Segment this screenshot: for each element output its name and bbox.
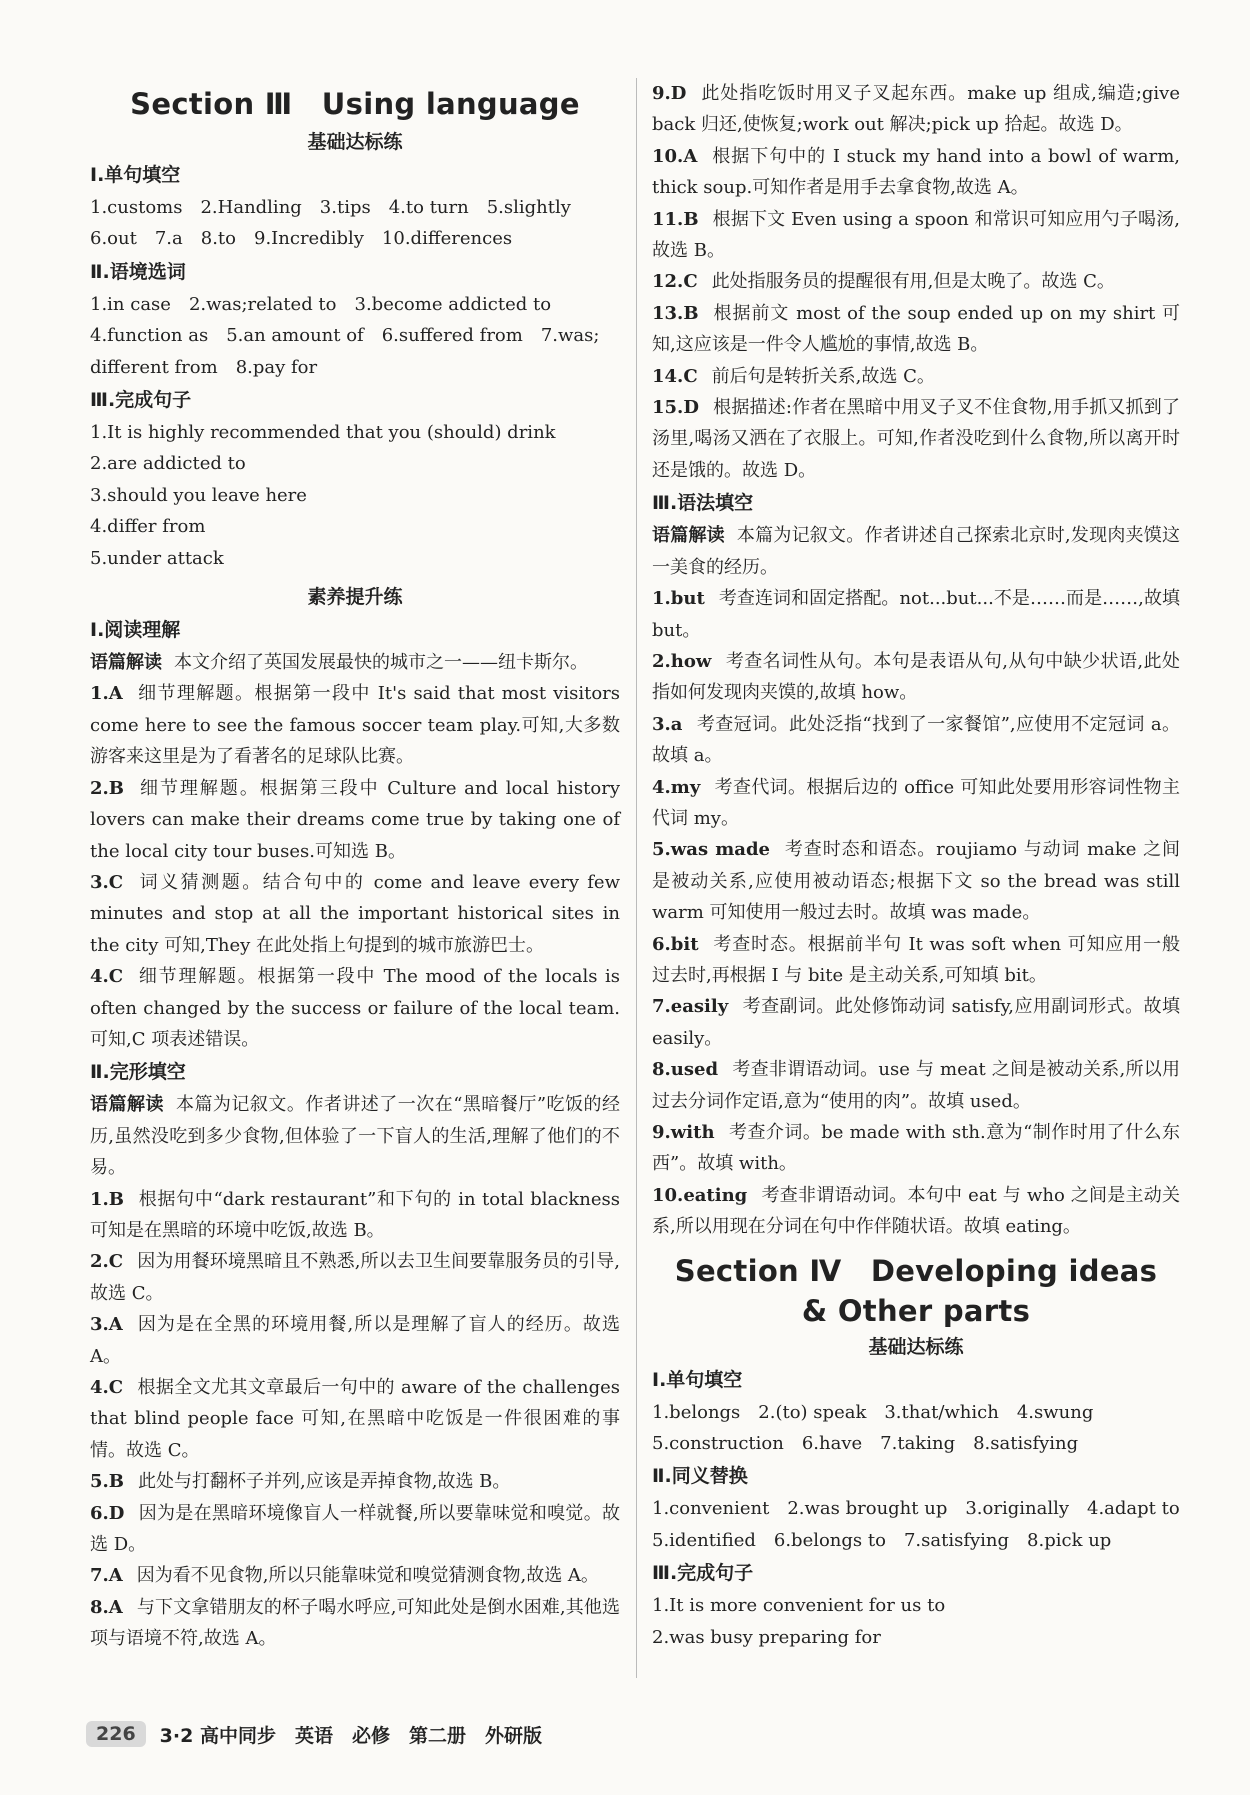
answer-item (652, 392, 1180, 486)
section-4-title: Section Ⅳ Developing ideas (674, 1253, 1158, 1288)
cloze-intro (90, 1089, 620, 1183)
answer-item (652, 1180, 1180, 1243)
answer-line: 1.convenient 2.was brought up 3.originally 4.adapt to (652, 1498, 1180, 1520)
intro-label: 语篇解读 (90, 1094, 164, 1116)
word-choice-heading: Ⅱ.语境选词 (90, 260, 186, 283)
answer-explanation: 考查时态和语态。roujiamo 与动词 make 之间是被动关系,应使用被动语态;根据下文 so the bread was still warm 可知使用一般过去时。故填 was made。 (652, 839, 1180, 924)
single-fill-heading-2: Ⅰ.单句填空 (652, 1368, 743, 1391)
answer-item (90, 773, 620, 867)
answer-item (652, 583, 1180, 646)
answer-line: 1.It is highly recommended that you (should) drink (90, 422, 556, 444)
answer-explanation: 根据全文尤其文章最后一句中的 aware of the challenges that blind people face 可知,在黑暗中吃饭是一件很困难的事情。故选 C。 (90, 1377, 620, 1461)
answer-line: 2.are addicted to (90, 453, 246, 475)
answer-explanation: 与下文拿错朋友的杯子喝水呼应,可知此处是倒水困难,其他选项与语境不符,故选 A。 (90, 1596, 620, 1650)
answer-explanation: 考查副词。此处修饰动词 satisfy,应用副词形式。故填 easily。 (652, 996, 1180, 1049)
intro-label: 语篇解读 (90, 652, 162, 674)
single-fill-heading: Ⅰ.单句填空 (90, 164, 181, 186)
answer-key: 9.with (652, 1122, 715, 1143)
section-4-title-cont: & Other parts (801, 1293, 1031, 1328)
answer-line: 6.out 7.a 8.to 9.Incredibly 10.differences (90, 228, 513, 250)
answer-item (652, 772, 1180, 835)
page-footer (86, 1717, 542, 1751)
right-column (652, 78, 1180, 1653)
answer-item (90, 961, 620, 1055)
answer-item (652, 141, 1180, 204)
answer-item (90, 867, 620, 961)
answer-key: 11.B (652, 208, 699, 230)
grammar-fill-heading: Ⅲ.语法填空 (652, 492, 754, 515)
answer-explanation: 考查名词性从句。本句是表语从句,从句中缺少状语,此处指如何发现肉夹馍的,故填 how。 (652, 650, 1180, 704)
answer-item (90, 1592, 620, 1655)
answer-explanation: 因为看不见食物,所以只能靠味觉和嗅觉猜测食物,故选 A。 (136, 1565, 599, 1587)
answer-item (652, 646, 1180, 709)
answer-item (652, 1054, 1180, 1117)
answer-key: 10.eating (652, 1184, 748, 1206)
answer-key: 6.D (90, 1502, 125, 1524)
answer-item (652, 266, 1180, 297)
answer-key: 12.C (652, 271, 698, 293)
complete-sentence-heading-2: Ⅲ.完成句子 (652, 1562, 754, 1585)
answer-line: 2.was busy preparing for (652, 1626, 881, 1648)
answer-item (652, 298, 1180, 361)
advanced-practice-heading: 素养提升练 (307, 586, 403, 609)
answer-line: 1.It is more convenient for us to (652, 1595, 946, 1617)
answer-explanation: 根据下文 Even using a spoon 和常识可知应用勺子喝汤,故选 B。 (652, 208, 1180, 262)
answer-key: 7.easily (652, 996, 729, 1018)
intro-text: 本文介绍了英国发展最快的城市之一——纽卡斯尔。 (174, 652, 588, 674)
answer-key: 5.B (90, 1471, 125, 1493)
answer-key: 9.D (652, 83, 687, 104)
answer-key: 15.D (652, 397, 699, 419)
answer-key: 4.C (90, 1377, 124, 1398)
answer-line: 5.construction 6.have 7.taking 8.satisfying (652, 1433, 1079, 1455)
answer-key: 4.my (652, 776, 701, 798)
answer-line: 4.differ from (90, 516, 206, 538)
answer-key: 6.bit (652, 933, 699, 955)
grammar-intro (652, 520, 1180, 583)
synonym-heading: Ⅱ.同义替换 (652, 1465, 748, 1488)
answer-item (652, 1117, 1180, 1180)
intro-text: 本篇为记叙文。作者讲述自己探索北京时,发现肉夹馍这一美食的经历。 (652, 525, 1180, 578)
answer-explanation: 此处指吃饭时用叉子叉起东西。make up 组成,编造;give back 归还,使恢复;work out 解决;pick up 拾起。故选 D。 (652, 83, 1180, 136)
answer-explanation: 考查代词。根据后边的 office 可知此处要用形容词性物主代词 my。 (652, 776, 1180, 829)
answer-key: 2.B (90, 777, 125, 799)
answer-explanation: 细节理解题。根据第一段中 The mood of the locals is often changed by the success or failure of the local team.可知,C 项表述错误。 (90, 966, 620, 1050)
basic-practice-heading-2: 基础达标练 (868, 1335, 964, 1358)
reading-intro (90, 647, 620, 678)
answer-key: 14.C (652, 365, 698, 387)
answer-explanation: 细节理解题。根据第三段中 Culture and local history lovers can make their dreams come true by taking one of the local city tour buses.可知选 B。 (90, 777, 620, 862)
answer-item (90, 1466, 620, 1497)
answer-item (652, 929, 1180, 992)
reading-heading: Ⅰ.阅读理解 (90, 619, 181, 642)
answer-item (90, 678, 620, 772)
answer-item (90, 1309, 620, 1372)
answer-key: 7.A (90, 1565, 123, 1587)
answer-line: 5.under attack (90, 547, 224, 569)
answer-explanation: 此处指服务员的提醒很有用,但是太晚了。故选 C。 (711, 271, 1115, 293)
answer-line: 1.belongs 2.(to) speak 3.that/which 4.swung (652, 1401, 1094, 1423)
answer-key: 5.was made (652, 839, 770, 861)
answer-key: 8.A (90, 1596, 123, 1618)
answer-explanation: 根据下句中的 I stuck my hand into a bowl of warm, thick soup.可知作者是用手去拿食物,故选 A。 (652, 145, 1180, 199)
intro-label: 语篇解读 (652, 525, 725, 547)
answer-item (652, 709, 1180, 772)
answer-line: 4.function as 5.an amount of 6.suffered from 7.was; (90, 325, 600, 347)
answer-line: different from 8.pay for (90, 356, 318, 378)
answer-key: 3.C (90, 871, 124, 893)
answer-explanation: 根据描述:作者在黑暗中用叉子叉不住食物,用手抓又抓到了汤里,喝汤又洒在了衣服上。可知,作者没吃到什么食物,所以离开时还是饿的。故选 D。 (652, 397, 1180, 481)
left-column (90, 78, 620, 1655)
basic-practice-heading: 基础达标练 (307, 131, 403, 153)
answer-item (652, 78, 1180, 141)
answer-explanation: 因为是在黑暗环境像盲人一样就餐,所以要靠味觉和嗅觉。故选 D。 (90, 1502, 620, 1556)
answer-line: 1.in case 2.was;related to 3.become addicted to (90, 293, 552, 315)
answer-item (652, 834, 1180, 928)
answer-explanation: 细节理解题。根据第一段中 It's said that most visitors come here to see the famous soccer team play.可知,大多数游客来这里是为了看著名的足球队比赛。 (90, 683, 620, 768)
answer-explanation: 考查非谓语动词。use 与 meat 之间是被动关系,所以用过去分词作定语,意为“使用的肉”。故填 used。 (652, 1059, 1180, 1112)
answer-line: 5.identified 6.belongs to 7.satisfying 8.pick up (652, 1529, 1112, 1551)
answer-item (90, 1246, 620, 1309)
answer-explanation: 考查连词和固定搭配。not...but...不是……而是……,故填 but。 (652, 588, 1180, 641)
answer-explanation: 考查时态。根据前半句 It was soft when 可知应用一般过去时,再根据 I 与 bite 是主动关系,可知填 bit。 (652, 933, 1180, 986)
answer-explanation: 因为是在全黑的环境用餐,所以是理解了盲人的经历。故选 A。 (90, 1314, 620, 1367)
answer-item (90, 1184, 620, 1247)
answer-explanation: 考查非谓语动词。本句中 eat 与 who 之间是主动关系,所以用现在分词在句中作伴随状语。故填 eating。 (652, 1184, 1180, 1238)
answer-item (90, 1498, 620, 1561)
answer-key: 3.a (652, 713, 683, 735)
book-info: 3·2 高中同步 英语 必修 第二册 外研版 (159, 1724, 542, 1747)
answer-explanation: 考查冠词。此处泛指“找到了一家餐馆”,应使用不定冠词 a。故填 a。 (652, 713, 1180, 767)
answer-key: 2.how (652, 650, 712, 672)
complete-sentence-heading: Ⅲ.完成句子 (90, 389, 192, 412)
intro-text: 本篇为记叙文。作者讲述了一次在“黑暗餐厅”吃饭的经历,虽然没吃到多少食物,但体验了一下盲人的生活,理解了他们的不易。 (90, 1094, 621, 1179)
answer-line: 1.customs 2.Handling 3.tips 4.to turn 5.slightly (90, 197, 571, 218)
answer-explanation: 前后句是转折关系,故选 C。 (711, 365, 935, 387)
answer-key: 2.C (90, 1251, 124, 1273)
answer-key: 1.A (90, 683, 123, 705)
section-3-title: Section Ⅲ Using language (130, 87, 580, 121)
page-number: 226 (86, 1721, 146, 1747)
answer-item (652, 204, 1180, 267)
answer-key: 8.used (652, 1059, 719, 1081)
answer-key: 13.B (652, 302, 699, 324)
answer-item (90, 1560, 620, 1591)
answer-key: 1.B (90, 1188, 125, 1210)
answer-explanation: 根据前文 most of the soup ended up on my shirt 可知,这应该是一件令人尴尬的事情,故选 B。 (652, 302, 1180, 356)
answer-explanation: 考查介词。be made with sth.意为“制作时用了什么东西”。故填 with。 (652, 1122, 1180, 1175)
answer-item (652, 361, 1180, 392)
column-divider (636, 78, 637, 1678)
answer-key: 3.A (90, 1314, 123, 1336)
cloze-heading: Ⅱ.完形填空 (90, 1061, 186, 1084)
answer-key: 4.C (90, 966, 124, 988)
answer-key: 1.but (652, 588, 705, 610)
answer-item (90, 1372, 620, 1466)
answer-explanation: 词义猜测题。结合句中的 come and leave every few minutes and stop at all the important historical sites in the city 可知,They 在此处指上句提到的城市旅游巴士。 (90, 871, 620, 956)
answer-explanation: 根据句中“dark restaurant”和下句的 in total blackness 可知是在黑暗的环境中吃饭,故选 B。 (90, 1188, 620, 1241)
answer-explanation: 因为用餐环境黑暗且不熟悉,所以去卫生间要靠服务员的引导,故选 C。 (90, 1251, 620, 1304)
answer-line: 3.should you leave here (90, 484, 307, 506)
answer-explanation: 此处与打翻杯子并列,应该是弄掉食物,故选 B。 (138, 1471, 511, 1493)
answer-item (652, 991, 1180, 1054)
answer-key: 10.A (652, 145, 698, 167)
